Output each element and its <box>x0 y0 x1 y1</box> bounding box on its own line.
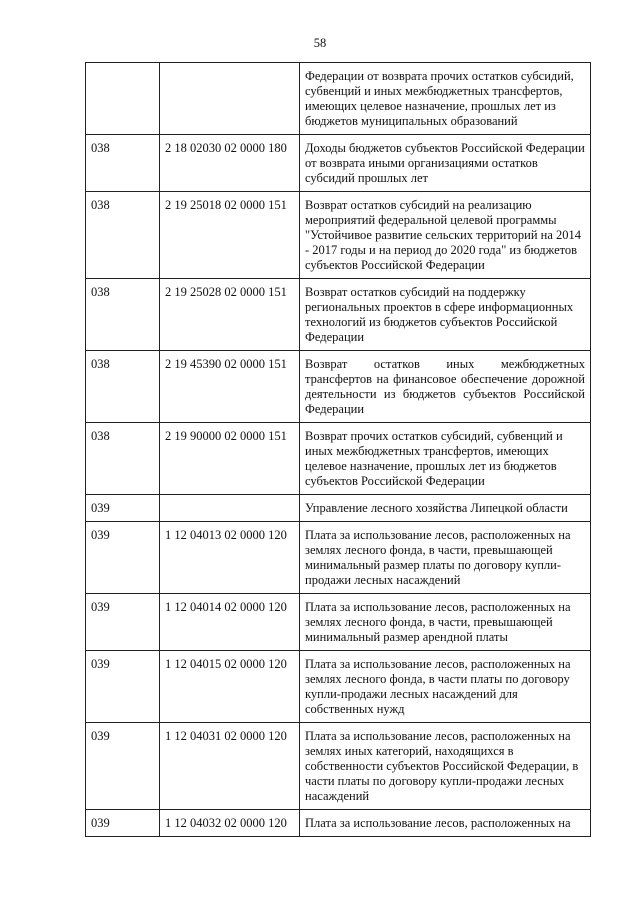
table-row <box>86 135 591 192</box>
revenue-code-cell: 1 12 04014 02 0000 120 <box>160 594 300 651</box>
admin-code-cell: 038 <box>86 192 160 279</box>
page-number: 58 <box>313 36 327 50</box>
administrator-name-cell: Управление лесного хозяйства Липецкой области <box>300 495 591 522</box>
revenue-name-cell: Возврат остатков субсидий на реализацию мероприятий федеральной целевой программы "Устойчивое развитие сельских территорий на 2014 - 2017 годы и на период до 2020 года" из бюджетов субъектов Российской Федерации <box>300 192 591 279</box>
admin-code-cell: 039 <box>86 522 160 594</box>
admin-code-cell <box>86 63 160 135</box>
revenue-code-cell: 2 19 45390 02 0000 151 <box>160 351 300 423</box>
admin-code-cell: 038 <box>86 279 160 351</box>
revenue-code-cell: 2 18 02030 02 0000 180 <box>160 135 300 192</box>
revenue-code-cell <box>160 63 300 135</box>
revenue-name-cell: Плата за использование лесов, расположенных на землях лесного фонда, в части платы по договору купли-продажи лесных насаждений для собственных нужд <box>300 651 591 723</box>
table-row <box>86 495 591 522</box>
table-row <box>86 423 591 495</box>
admin-code-cell: 039 <box>86 495 160 522</box>
table-row <box>86 723 591 810</box>
table-row <box>86 522 591 594</box>
revenue-name-cell: Федерации от возврата прочих остатков субсидий, субвенций и иных межбюджетных трансфертов, имеющих целевое назначение, прошлых лет из бюджетов муниципальных образований <box>300 63 591 135</box>
revenue-code-cell: 1 12 04032 02 0000 120 <box>160 810 300 837</box>
revenue-code-cell: 2 19 90000 02 0000 151 <box>160 423 300 495</box>
revenue-name-cell <box>300 810 591 837</box>
revenue-name-text: Плата за использование лесов, расположенных на <box>305 816 571 830</box>
revenue-code-cell: 1 12 04015 02 0000 120 <box>160 651 300 723</box>
revenue-code-cell: 2 19 25018 02 0000 151 <box>160 192 300 279</box>
admin-code-cell: 038 <box>86 423 160 495</box>
revenue-code-cell: 2 19 25028 02 0000 151 <box>160 279 300 351</box>
admin-code-cell: 039 <box>86 810 160 837</box>
admin-code-cell: 039 <box>86 651 160 723</box>
revenue-code-cell: 1 12 04031 02 0000 120 <box>160 723 300 810</box>
table-row <box>86 810 591 837</box>
revenue-code-cell <box>160 495 300 522</box>
table-row <box>86 651 591 723</box>
revenue-name-cell: Возврат остатков субсидий на поддержку региональных проектов в сфере информационных технологий из бюджетов субъектов Российской Федерации <box>300 279 591 351</box>
revenue-name-cell: Плата за использование лесов, расположенных на землях иных категорий, находящихся в собственности субъектов Российской Федерации, в части платы по договору купли-продажи лесных насаждений <box>300 723 591 810</box>
revenue-code-cell: 1 12 04013 02 0000 120 <box>160 522 300 594</box>
admin-code-cell: 039 <box>86 723 160 810</box>
admin-code-cell: 039 <box>86 594 160 651</box>
table-row <box>86 192 591 279</box>
revenue-name-cell: Возврат прочих остатков субсидий, субвенций и иных межбюджетных трансфертов, имеющих целевое назначение, прошлых лет из бюджетов субъектов Российской Федерации <box>300 423 591 495</box>
table-row <box>86 351 591 423</box>
admin-code-cell: 038 <box>86 135 160 192</box>
budget-revenue-table <box>85 62 591 837</box>
admin-code-cell: 038 <box>86 351 160 423</box>
table-row <box>86 594 591 651</box>
table-row <box>86 279 591 351</box>
table-row <box>86 63 591 135</box>
revenue-name-cell: Плата за использование лесов, расположенных на землях лесного фонда, в части, превышающей минимальный размер арендной платы <box>300 594 591 651</box>
revenue-name-cell: Плата за использование лесов, расположенных на землях лесного фонда, в части, превышающей минимальный размер платы по договору купли-продажи лесных насаждений <box>300 522 591 594</box>
revenue-name-cell: Доходы бюджетов субъектов Российской Федерации от возврата иными организациями остатков субсидий прошлых лет <box>300 135 591 192</box>
revenue-name-cell: Возврат остатков иных межбюджетных трансфертов на финансовое обеспечение дорожной деятельности из бюджетов субъектов Российской Федерации <box>300 351 591 423</box>
